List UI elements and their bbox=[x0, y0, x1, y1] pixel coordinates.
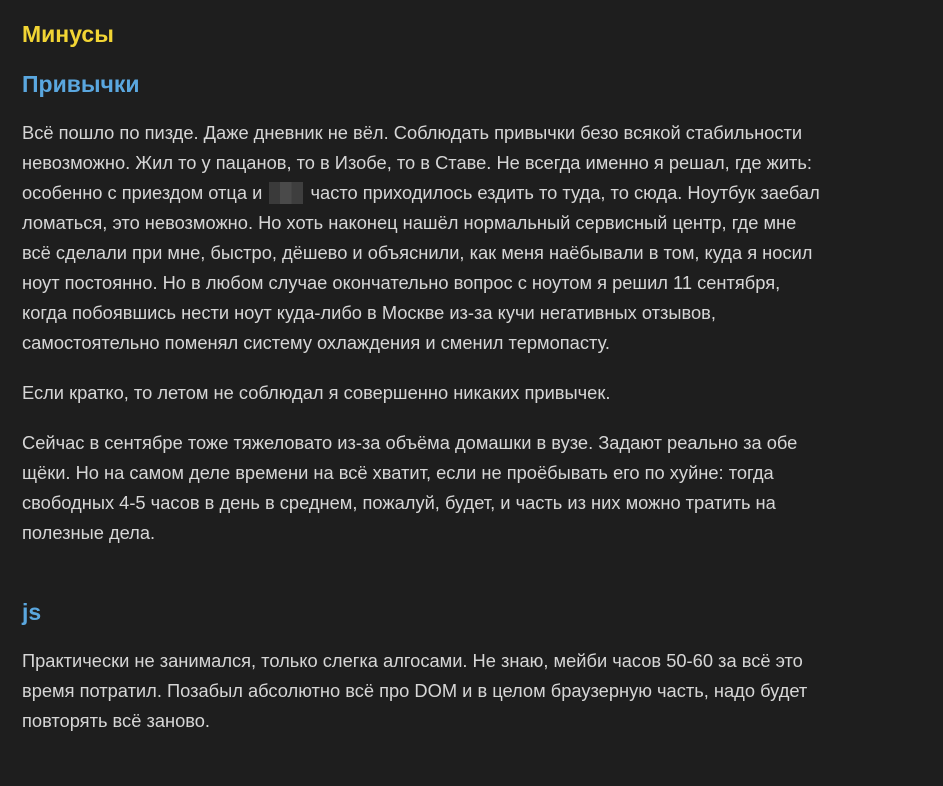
habits-paragraph-3 bbox=[22, 428, 922, 548]
text-line-with-redaction bbox=[22, 178, 922, 208]
text-line: всё сделали при мне, быстро, дёшево и объяснили, как меня наёбывали в том, куда я носил bbox=[22, 242, 813, 263]
text-line: щёки. Но на самом деле времени на всё хватит, если не проёбывать его по хуйне: тогда bbox=[22, 462, 774, 483]
habits-paragraph-2 bbox=[22, 378, 922, 408]
text-line: полезные дела. bbox=[22, 522, 156, 543]
text-line: повторять всё заново. bbox=[22, 710, 211, 731]
text-line: когда побоявшись нести ноут куда-либо в Москве из-за кучи негативных отзывов, bbox=[22, 302, 716, 323]
text-line: самостоятельно поменял систему охлаждения и сменил термопасту. bbox=[22, 332, 610, 353]
js-paragraph bbox=[22, 646, 922, 736]
text-line: невозможно. Жил то у пацанов, то в Изобе, то в Ставе. Не всегда именно я решал, где жить: bbox=[22, 152, 813, 173]
text-line: ломаться, это невозможно. Но хоть наконец нашёл нормальный сервисный центр, где мне bbox=[22, 212, 797, 233]
text-fragment: часто приходилось ездить то туда, то сюда. Ноутбук заебал bbox=[310, 182, 820, 203]
text-line: Сейчас в сентябре тоже тяжеловато из-за объёма домашки в вузе. Задают реально за обе bbox=[22, 432, 798, 453]
text-line: ноут постоянно. Но в любом случае окончательно вопрос с ноутом я решил 11 сентября, bbox=[22, 272, 781, 293]
heading-habits: Привычки bbox=[22, 71, 140, 97]
redacted-name bbox=[269, 182, 303, 204]
section-title-minuses: Минусы bbox=[22, 21, 114, 47]
text-fragment: особенно с приездом отца и bbox=[22, 182, 263, 203]
heading-js: js bbox=[22, 599, 42, 625]
text-line: свободных 4-5 часов в день в среднем, пожалуй, будет, и часть из них можно тратить на bbox=[22, 492, 776, 513]
text-line: время потратил. Позабыл абсолютно всё про DOM и в целом браузерную часть, надо будет bbox=[22, 680, 808, 701]
text-line: Практически не занимался, только слегка алгосами. Не знаю, мейби часов 50-60 за всё это bbox=[22, 650, 803, 671]
text-line: Если кратко, то летом не соблюдал я совершенно никаких привычек. bbox=[22, 382, 611, 403]
habits-paragraph-1 bbox=[22, 118, 922, 358]
text-line: Всё пошло по пизде. Даже дневник не вёл. Соблюдать привычки безо всякой стабильности bbox=[22, 122, 803, 143]
